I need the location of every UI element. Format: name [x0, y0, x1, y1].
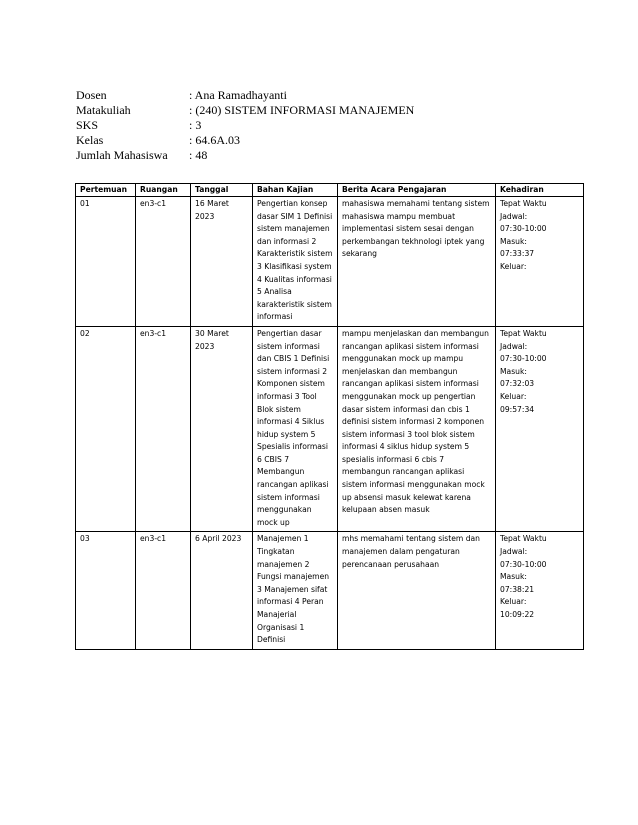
info-row-dosen — [76, 88, 414, 103]
header-ruangan: Ruangan — [136, 184, 191, 197]
info-label: SKS — [76, 118, 99, 132]
info-label: Jumlah Mahasiswa — [76, 148, 168, 162]
header-pertemuan: Pertemuan — [76, 184, 136, 197]
info-value: : 64.6A.03 — [189, 133, 240, 147]
kehadiran-text: Tepat Waktu Jadwal: 07:30-10:00 Masuk: 07:38:21 Keluar: 10:09:22 — [500, 534, 547, 619]
cell-tanggal: 6 April 2023 — [191, 532, 253, 649]
info-value: : Ana Ramadhayanti — [189, 88, 287, 102]
header-kehadiran: Kehadiran — [496, 184, 584, 197]
cell-kehadiran — [496, 197, 584, 327]
cell-tanggal: 30 Maret 2023 — [191, 326, 253, 532]
info-row-kelas — [76, 133, 414, 148]
cell-pertemuan: 02 — [76, 326, 136, 532]
cell-bahan-kajian: Manajemen 1 Tingkatan manajemen 2 Fungsi manajemen 3 Manajemen sifat informasi 4 Peran Manajerial Organisasi 1 Definisi — [253, 532, 338, 649]
cell-kehadiran — [496, 532, 584, 649]
cell-ruangan: en3-c1 — [136, 532, 191, 649]
cell-berita-acara: mampu menjelaskan dan membangun rancangan aplikasi sistem informasi menggunakan mock up mampu menjelaskan dan membangun rancangan aplikasi sistem informasi menggunakan mock up pengertian dasar sistem informasi dan cbis 1 definisi sistem informasi 2 komponen sistem informasi 3 tool blok sistem informasi 4 siklus hidup system 5 spesialis informasi 6 cbis 7 membangun rancangan aplikasi sistem informasi menggunakan mock up absensi masuk kelewat karena kelupaan absen masuk — [338, 326, 496, 532]
cell-berita-acara: mahasiswa memahami tentang sistem mahasiswa mampu membuat implementasi sistem sesai dengan perkembangan tekhnologi iptek yang sekarang — [338, 197, 496, 327]
info-row-matakuliah — [76, 103, 414, 118]
header-tanggal: Tanggal — [191, 184, 253, 197]
cell-berita-acara: mhs memahami tentang sistem dan manajemen dalam pengaturan perencanaan perusahaan — [338, 532, 496, 649]
info-value: : 48 — [189, 148, 208, 162]
cell-pertemuan: 01 — [76, 197, 136, 327]
info-row-sks — [76, 118, 414, 133]
cell-pertemuan: 03 — [76, 532, 136, 649]
attendance-table — [75, 183, 584, 650]
header-bahan-kajian: Bahan Kajian — [253, 184, 338, 197]
cell-tanggal: 16 Maret 2023 — [191, 197, 253, 327]
info-row-jumlah-mahasiswa — [76, 148, 414, 163]
cell-bahan-kajian: Pengertian dasar sistem informasi dan CBIS 1 Definisi sistem informasi 2 Komponen sistem informasi 3 Tool Blok sistem informasi 4 Siklus hidup system 5 Spesialis informasi 6 CBIS 7 Membangun rancangan aplikasi sistem informasi menggunakan mock up — [253, 326, 338, 532]
header-berita-acara: Berita Acara Pengajaran — [338, 184, 496, 197]
table-row — [76, 532, 584, 649]
table-row — [76, 197, 584, 327]
kehadiran-text: Tepat Waktu Jadwal: 07:30-10:00 Masuk: 07:32:03 Keluar: 09:57:34 — [500, 328, 547, 414]
table-row — [76, 326, 584, 532]
info-label: Matakuliah — [76, 103, 131, 117]
info-value: : 3 — [189, 118, 202, 132]
cell-bahan-kajian: Pengertian konsep dasar SIM 1 Definisi sistem manajemen dan informasi 2 Karakteristik sistem 3 Klasifikasi system 4 Kualitas informasi 5 Analisa karakteristik sistem informasi — [253, 197, 338, 327]
info-value: : (240) SISTEM INFORMASI MANAJEMEN — [189, 103, 415, 117]
table-header-row — [76, 184, 584, 197]
cell-ruangan: en3-c1 — [136, 197, 191, 327]
info-label: Kelas — [76, 133, 104, 147]
cell-kehadiran — [496, 326, 584, 532]
cell-ruangan: en3-c1 — [136, 326, 191, 532]
info-label: Dosen — [76, 88, 107, 102]
course-info — [76, 88, 414, 163]
kehadiran-text: Tepat Waktu Jadwal: 07:30-10:00 Masuk: 07:33:37 Keluar: — [500, 199, 547, 271]
